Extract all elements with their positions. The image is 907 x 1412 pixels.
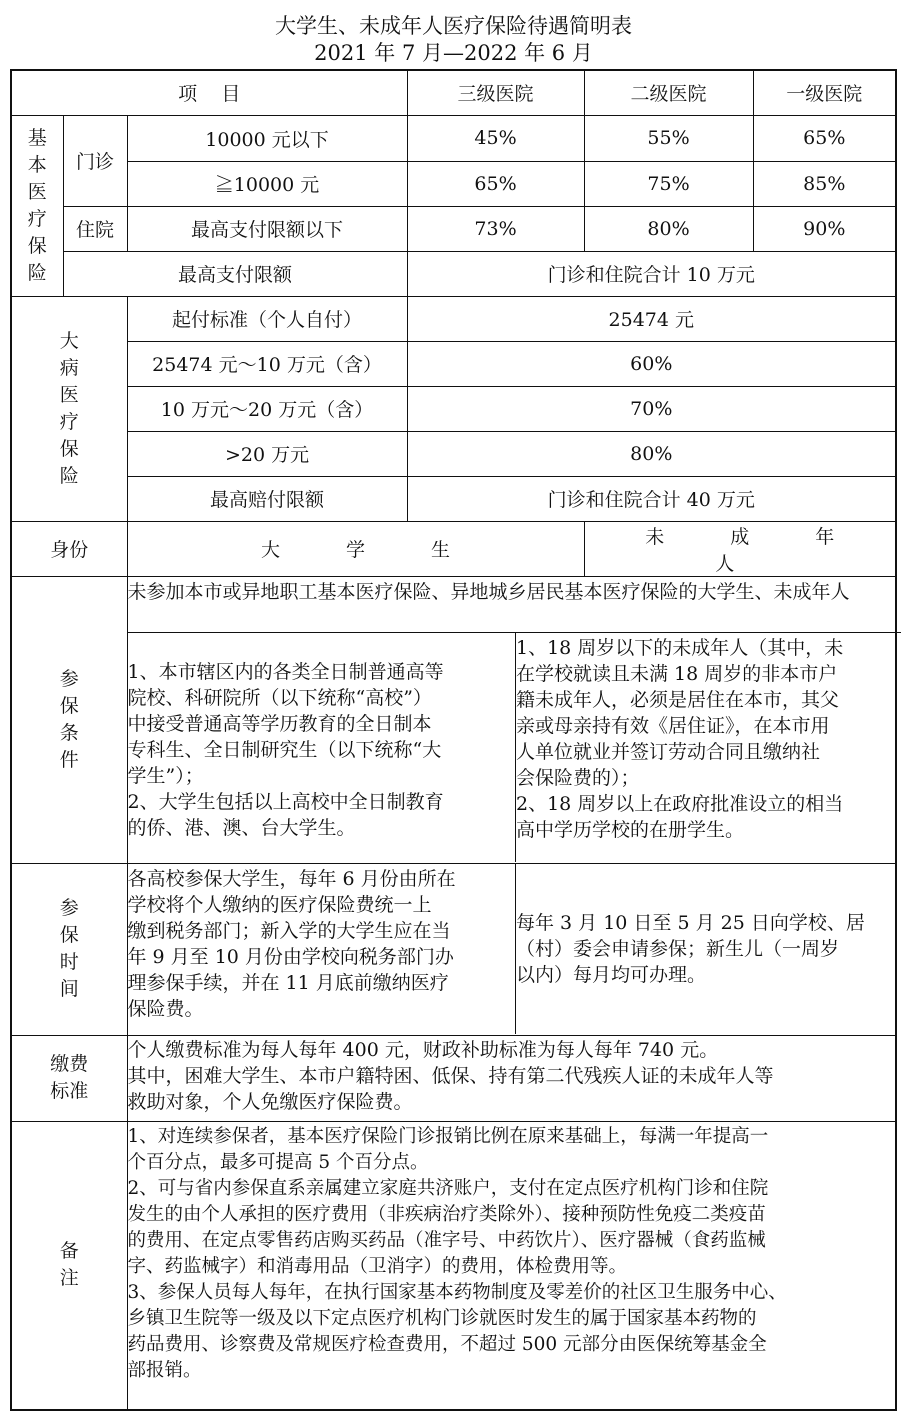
serious-value: 80% (407, 431, 896, 476)
basic-limit-label: 最高支付限额 (63, 251, 407, 296)
conditions-student: 1、本市辖区内的各类全日制普通高等 院校、科研院所（以下统称“高校”） 中接受普通高等学历教育的全日制本 专科生、全日制研究生（以下统称“大 学生”）； 2、大学生包括以上高校中全日制教育 的侨、港、澳、台大学生。 (128, 633, 516, 862)
period-subtitle: 2021 年 7 月—2022 年 6 月 (314, 41, 593, 65)
serious-value: 25474 元 (407, 296, 896, 341)
serious-row-3 (11, 386, 896, 431)
timing-label: 参 保 时 间 (11, 863, 127, 1035)
serious-item: 最高赔付限额 (127, 476, 407, 521)
basic-l2: 80% (584, 206, 753, 251)
header-level2: 二级医院 (584, 70, 753, 115)
timing-minor: 每年 3 月 10 日至 5 月 25 日向学校、居 （村）委会申请参保；新生儿（一周岁 以内）每月均可办理。 (516, 911, 865, 986)
serious-row-2 (11, 341, 896, 386)
notes-label: 备 注 (11, 1121, 127, 1410)
timing-row (11, 863, 896, 1035)
inpatient-label: 住院 (63, 206, 127, 251)
basic-row-1 (11, 115, 896, 161)
basic-l3: 73% (407, 206, 584, 251)
basic-l2: 55% (584, 115, 753, 161)
basic-row-3 (11, 206, 896, 251)
basic-item: 10000 元以下 (127, 115, 407, 161)
conditions-label: 参 保 条 件 (11, 576, 127, 863)
header-item: 项 目 (11, 70, 407, 115)
basic-item: ≧10000 元 (127, 161, 407, 206)
basic-row-2 (11, 161, 896, 206)
serious-value: 门诊和住院合计 40 万元 (407, 476, 896, 521)
serious-item: 10 万元～20 万元（含） (127, 386, 407, 431)
fee-row (11, 1035, 896, 1121)
basic-limit-value: 门诊和住院合计 10 万元 (407, 251, 896, 296)
serious-row-1 (11, 296, 896, 341)
identity-student: 大 学 生 (260, 539, 481, 561)
outpatient-label: 门诊 (63, 115, 127, 206)
basic-l2: 75% (584, 161, 753, 206)
fee-label: 缴费 标准 (11, 1035, 127, 1121)
serious-item: 25474 元～10 万元（含） (127, 341, 407, 386)
conditions-minor: 1、18 周岁以下的未成年人（其中，未 在学校就读且未满 18 周岁的非本市户 籍未成年人，必须是居住在本市，其父 亲或母亲持有效《居住证》，在本市用 人单位就业并签订劳动合同且缴纳社 会保险费的）； 2、18 周岁以上在政府批准设立的相当 高中学历学校的在册学生。 (516, 637, 844, 841)
serious-row-5 (11, 476, 896, 521)
conditions-row (11, 576, 896, 863)
header-row (11, 70, 896, 115)
basic-l3: 45% (407, 115, 584, 161)
basic-item: 最高支付限额以下 (127, 206, 407, 251)
serious-item: 起付标准（个人自付） (127, 296, 407, 341)
identity-row (11, 521, 896, 576)
basic-l1: 90% (753, 206, 896, 251)
header-level1: 一级医院 (753, 70, 896, 115)
header-level3: 三级医院 (407, 70, 584, 115)
identity-label: 身份 (11, 521, 127, 576)
page-title: 大学生、未成年人医疗保险待遇简明表 (275, 14, 632, 38)
serious-illness-label: 大 病 医 疗 保 险 (11, 296, 127, 521)
serious-value: 60% (407, 341, 896, 386)
serious-item: >20 万元 (127, 431, 407, 476)
notes-row (11, 1121, 896, 1410)
benefits-table (10, 69, 897, 1411)
fee-text: 个人缴费标准为每人每年 400 元，财政补助标准为每人每年 740 元。 其中，困难大学生、本市户籍特困、低保、持有第二代残疾人证的未成年人等 救助对象，个人免缴医疗保险费。 (127, 1035, 896, 1121)
basic-limit-row (11, 251, 896, 296)
notes-text: 1、对连续参保者，基本医疗保险门诊报销比例在原来基础上，每满一年提高一 个百分点，最多可提高 5 个百分点。 2、可与省内参保直系亲属建立家庭共济账户，支付在定点医疗机构门诊和住院 发生的由个人承担的医疗费用（非疾病治疗类除外）、接种预防性免疫二类疫苗 的费用、在定点零售药店购买药品（准字号、中药饮片）、医疗器械（食药监械 字、药监械字）和消毒用品（卫消字）的费用，体检费用等。 3、参保人员每人每年，在执行国家基本药物制度及零差价的社区卫生服务中心、 乡镇卫生院等一级及以下定点医疗机构门诊就医时发生的属于国家基本药物的 药品费用、诊察费及常规医疗检查费用，不超过 500 元部分由医保统筹基金全 部报销。 (127, 1121, 896, 1410)
serious-value: 70% (407, 386, 896, 431)
basic-l1: 85% (753, 161, 896, 206)
serious-row-4 (11, 431, 896, 476)
identity-minor: 未 成 年 人 (645, 525, 865, 575)
basic-insurance-label: 基 本 医 疗 保 险 (11, 115, 63, 296)
basic-l3: 65% (407, 161, 584, 206)
timing-student: 各高校参保大学生，每年 6 月份由所在 学校将个人缴纳的医疗保险费统一上 缴到税务部门；新入学的大学生应在当 年 9 月至 10 月份由学校向税务部门办 理参保手续，并在 11 月底前缴纳医疗 保险费。 (128, 864, 516, 1034)
conditions-common: 未参加本市或异地职工基本医疗保险、异地城乡居民基本医疗保险的大学生、未成年人 (128, 577, 901, 633)
basic-l1: 65% (753, 115, 896, 161)
